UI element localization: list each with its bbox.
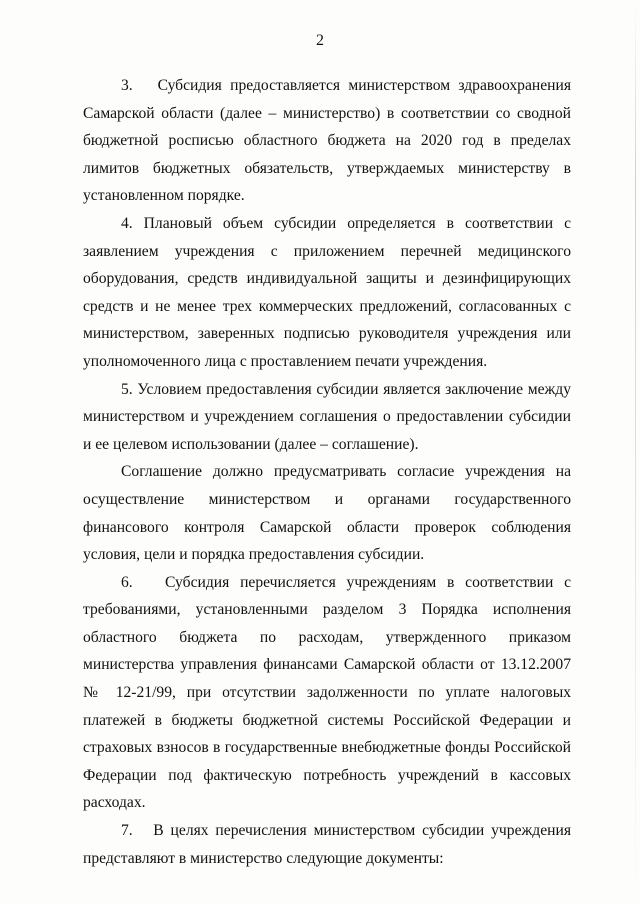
paragraph-7: 7. В целях перечисления министерством субсидии учреждения представляют в министерство следующие документы: xyxy=(83,822,571,867)
paragraph-4: 4. Плановый объем субсидии определяется в соответствии с заявлением учреждения с приложением перечней медицинского оборудования, средств индивидуальной защиты и дезинфицирующих средств и не менее трех коммерческих предложений, согласованных с министерством, заверенных подписью руководителя учреждения или уполномоченного лица с проставлением печати учреждения. xyxy=(83,214,571,370)
paragraph-agreement: Соглашение должно предусматривать согласие учреждения на осуществление министерством и органами государственного финансового контроля Самарской области проверок соблюдения условия, цели и порядка предоставления субсидии. xyxy=(83,463,571,564)
paragraph-3: 3. Субсидия предоставляется министерством здравоохранения Самарской области (далее – министерство) в соответствии со сводной бюджетной росписью областного бюджета на 2020 год в пределах лимитов бюджетных обязательств, утверждаемых министерству в установленном порядке. xyxy=(83,77,571,205)
page-number: 2 xyxy=(316,32,324,49)
paragraph-6: 6. Субсидия перечисляется учреждениям в соответствии с требованиями, установленными разделом 3 Порядка исполнения областного бюджета по расходам, утвержденного приказом министерства управления финансами Самарской области от 13.12.2007 № 12-21/99, при отсутствии задолженности по уплате налоговых платежей в бюджеты бюджетной системы Российской Федерации и страховых взносов в государственные внебюджетные фонды Российской Федерации под фактическую потребность учреждений в кассовых расходах. xyxy=(83,573,571,812)
scan-edge-line xyxy=(635,0,636,905)
document-body xyxy=(83,72,571,872)
paragraph-5: 5. Условием предоставления субсидии является заключение между министерством и учреждением соглашения о предоставлении субсидии и ее целевом использовании (далее – соглашение). xyxy=(83,380,571,453)
